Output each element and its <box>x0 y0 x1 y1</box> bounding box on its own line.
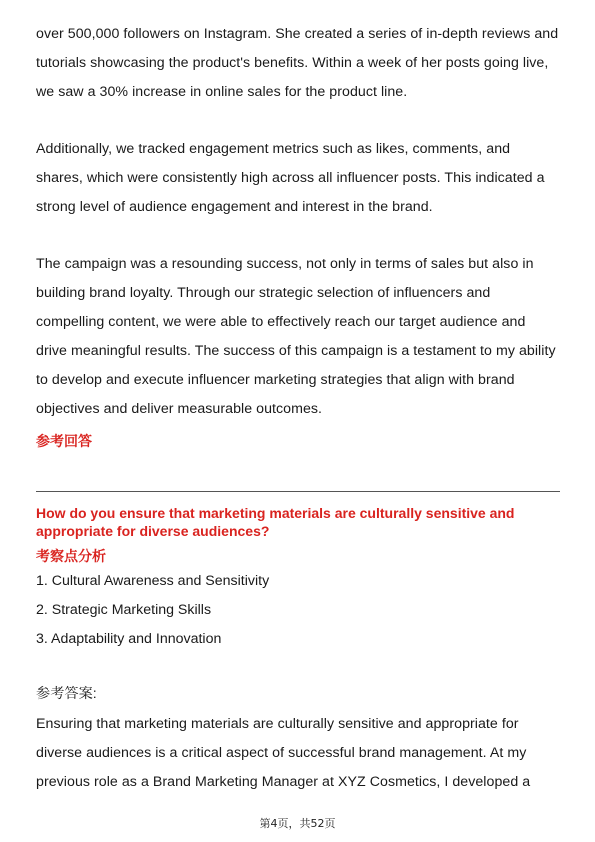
analysis-heading: 考察点分析 <box>36 548 106 564</box>
paragraph-2: Additionally, we tracked engagement metrics such as likes, comments, and shares, which were consistently high across all influencer posts. This indicated a strong level of audience engagement and interest in the brand. <box>36 141 545 215</box>
section-divider <box>36 491 560 492</box>
question-title: How do you ensure that marketing materials are culturally sensitive and appropriate for diverse audiences? <box>36 505 515 539</box>
reference-answer-heading: 参考回答 <box>36 433 92 449</box>
list-item: 3. Adaptability and Innovation <box>36 631 222 647</box>
analysis-list <box>36 567 560 654</box>
list-item: 2. Strategic Marketing Skills <box>36 602 212 618</box>
answer-label: 参考答案: <box>36 686 97 702</box>
page-number-footer: 第4页，共52页 <box>259 817 336 830</box>
document-page <box>36 20 560 797</box>
list-item: 1. Cultural Awareness and Sensitivity <box>36 573 270 589</box>
paragraph-3: The campaign was a resounding success, not only in terms of sales but also in building brand loyalty. Through our strategic selection of influencers and compelling content, we were able to effectively reach our target audience and drive meaningful results. The success of this campaign is a testament to my ability to develop and execute influencer marketing strategies that align with brand objectives and deliver measurable outcomes. <box>36 256 556 417</box>
answer-paragraph: Ensuring that marketing materials are culturally sensitive and appropriate for diverse audiences is a critical aspect of successful brand management. At my previous role as a Brand Marketing Manager at XYZ Cosmetics, I developed a <box>36 716 531 790</box>
paragraph-1: over 500,000 followers on Instagram. She created a series of in-depth reviews and tutorials showcasing the product's benefits. Within a week of her posts going live, we saw a 30% increase in online sales for the product line. <box>36 26 559 100</box>
